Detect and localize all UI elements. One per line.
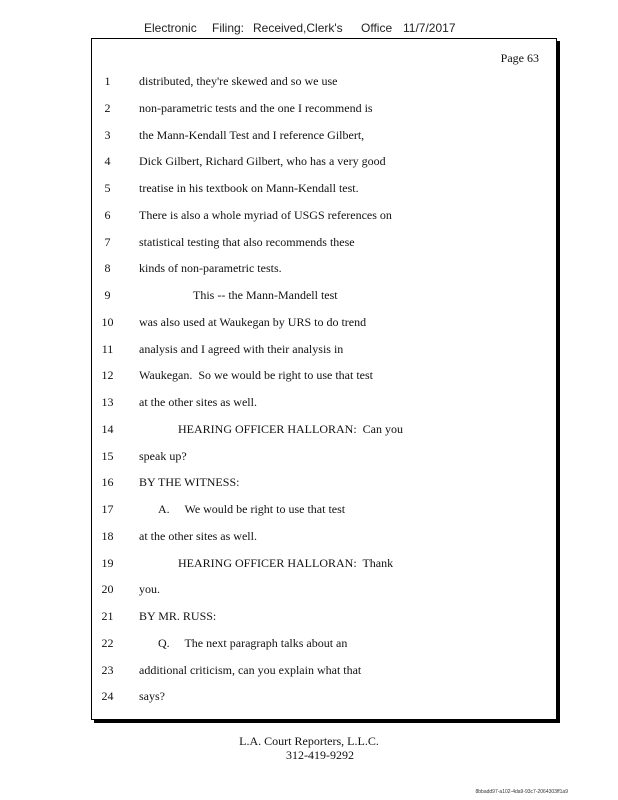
header-filing: Filing:: [212, 21, 245, 35]
line-number: 15: [101, 448, 114, 463]
transcript-line: [92, 393, 556, 411]
line-text: speak up?: [139, 448, 187, 463]
line-number: 1: [104, 74, 111, 88]
transcript-line: [92, 420, 556, 438]
line-text: statistical testing that also recommends these: [139, 234, 355, 249]
transcript-line: [92, 233, 556, 251]
line-text: Waukegan. So we would be right to use that test: [139, 368, 373, 383]
line-text: HEARING OFFICER HALLORAN: Thank: [178, 555, 394, 570]
transcript-page: [91, 38, 557, 720]
line-number: 21: [101, 609, 114, 623]
transcript-line: [92, 286, 556, 304]
line-text: There is also a whole myriad of USGS references on: [139, 207, 392, 222]
line-text: BY MR. RUSS:: [139, 609, 217, 623]
document-hash: 8bbadd97-a102-4da9-93c7-2064303ff1a9: [475, 789, 568, 795]
line-number: 5: [104, 181, 111, 195]
footer-phone: 312-419-9292: [286, 748, 354, 762]
line-text: Q. The next paragraph talks about an: [158, 635, 348, 650]
transcript-line: [92, 634, 556, 652]
transcript-line: [92, 206, 556, 224]
transcript-line: [92, 687, 556, 705]
line-text: analysis and I agreed with their analysis in: [139, 341, 344, 356]
line-text: at the other sites as well.: [139, 528, 257, 543]
transcript-line: [92, 447, 556, 465]
footer-company: L.A. Court Reporters, L.L.C.: [239, 734, 379, 748]
line-number: 8: [104, 261, 111, 276]
line-text: distributed, they're skewed and so we use: [139, 74, 338, 88]
line-number: 18: [101, 528, 114, 543]
line-number: 7: [104, 234, 111, 249]
transcript-line: [92, 99, 556, 117]
line-number: 16: [101, 475, 114, 490]
transcript-line: [92, 527, 556, 545]
line-text: the Mann-Kendall Test and I reference Gilbert,: [139, 127, 365, 142]
line-number: 4: [104, 154, 111, 169]
line-text: HEARING OFFICER HALLORAN: Can you: [178, 421, 403, 436]
line-text: says?: [139, 689, 165, 704]
line-number: 6: [104, 207, 111, 222]
line-number: 13: [101, 395, 114, 409]
transcript-line: [92, 259, 556, 277]
line-number: 23: [101, 662, 114, 677]
transcript-line: [92, 313, 556, 331]
transcript-line: [92, 72, 556, 90]
line-text: BY THE WITNESS:: [139, 475, 240, 490]
header-office: Office: [361, 21, 393, 35]
line-text: you.: [139, 582, 160, 597]
line-text: Dick Gilbert, Richard Gilbert, who has a very good: [139, 154, 386, 169]
line-text: treatise in his textbook on Mann-Kendall test.: [139, 181, 359, 195]
transcript-line: [92, 179, 556, 197]
transcript-line: [92, 366, 556, 384]
line-number: 11: [101, 341, 114, 356]
line-number: 3: [104, 127, 111, 142]
line-number: 14: [101, 421, 114, 436]
transcript-line: [92, 340, 556, 358]
line-number: 22: [101, 635, 114, 650]
line-number: 24: [101, 689, 114, 704]
line-text: A. We would be right to use that test: [158, 502, 346, 516]
line-number: 19: [101, 555, 114, 570]
transcript-line: [92, 661, 556, 679]
line-number: 20: [101, 582, 114, 597]
header-date: 11/7/2017: [403, 21, 456, 35]
line-number: 10: [101, 314, 114, 329]
line-text: at the other sites as well.: [139, 395, 257, 409]
line-number: 12: [101, 368, 114, 383]
filing-stamp-header: [0, 21, 618, 37]
header-received: Received,Clerk's: [253, 21, 343, 35]
line-number: 17: [101, 502, 114, 516]
line-number: 9: [104, 288, 111, 302]
transcript-line: [92, 500, 556, 518]
transcript-line: [92, 473, 556, 491]
line-text: This -- the Mann-Mandell test: [193, 288, 338, 302]
line-text: non-parametric tests and the one I recommend is: [139, 100, 373, 115]
header-electronic: Electronic: [144, 21, 197, 35]
transcript-line: [92, 554, 556, 572]
line-text: was also used at Waukegan by URS to do trend: [139, 314, 367, 329]
transcript-line: [92, 580, 556, 598]
transcript-line: [92, 607, 556, 625]
line-text: additional criticism, can you explain what that: [139, 662, 362, 677]
line-text: kinds of non-parametric tests.: [139, 261, 282, 276]
transcript-line: [92, 152, 556, 170]
transcript-line: [92, 126, 556, 144]
page-number: Page 63: [500, 51, 539, 65]
line-number: 2: [104, 100, 111, 115]
